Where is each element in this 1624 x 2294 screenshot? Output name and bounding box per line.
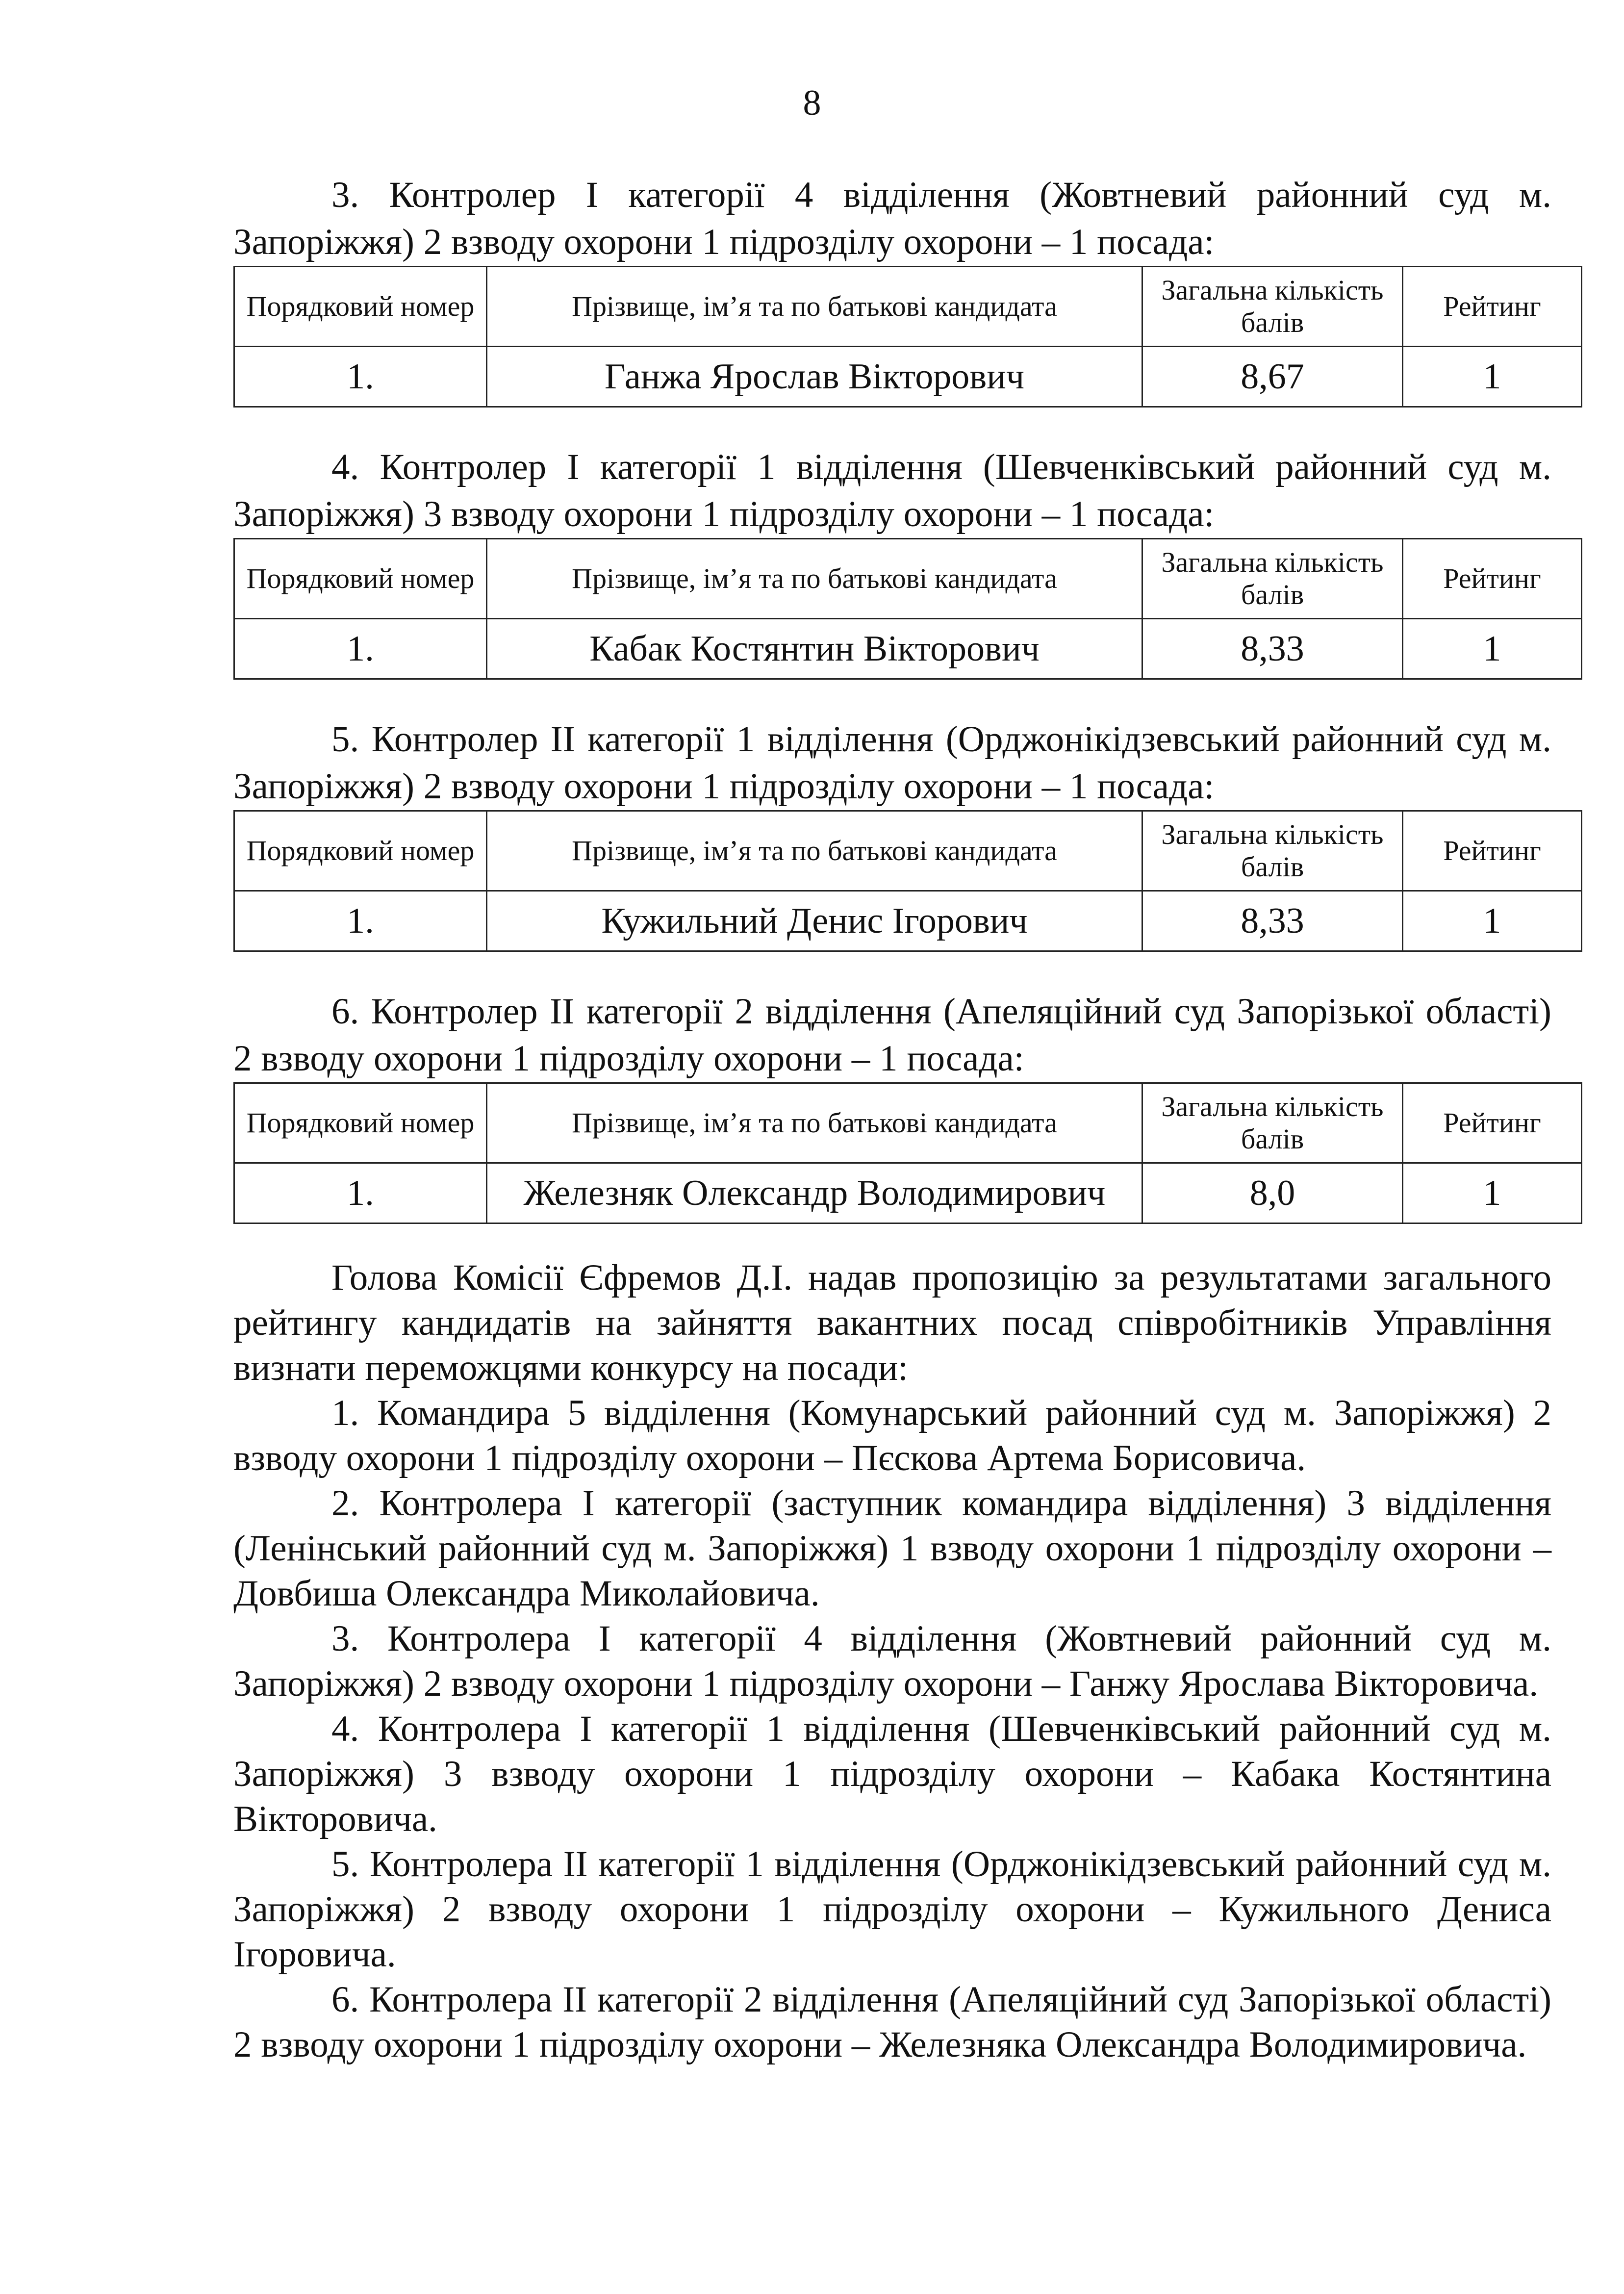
cell-name: Железняк Олександр Володимирович [487, 1163, 1142, 1223]
header-name: Прізвище, ім’я та по батькові кандидата [487, 267, 1142, 347]
section-3 [233, 172, 1551, 408]
header-score: Загальна кількість балів [1142, 1083, 1403, 1163]
section-heading: 6. Контролер ІІ категорії 2 відділення (Апеляційний суд Запорізької області) 2 взводу охорони 1 підрозділу охорони – 1 посада: [233, 991, 1551, 1079]
conclusion-intro: Голова Комісії Єфремов Д.І. надав пропозицію за результатами загального рейтингу кандидатів на зайняття вакантних посад співробітників Управління визнати переможцями конкурсу на посади: [233, 1257, 1551, 1388]
cell-score: 8,33 [1142, 619, 1403, 679]
conclusion-item: 5. Контролера ІІ категорії 1 відділення (Орджонікідзевський районний суд м. Запоріжжя) 2 взводу охорони 1 підрозділу охорони – Кужильного Дениса Ігоровича. [233, 1844, 1551, 1975]
section-4 [233, 444, 1551, 680]
header-number: Порядковий номер [234, 267, 487, 347]
table-header-row [234, 1083, 1582, 1163]
header-rating: Рейтинг [1403, 267, 1582, 347]
cell-name: Кужильний Денис Ігорович [487, 891, 1142, 951]
rating-table [233, 810, 1582, 952]
header-number: Порядковий номер [234, 539, 487, 619]
header-rating: Рейтинг [1403, 1083, 1582, 1163]
cell-rating: 1 [1403, 619, 1582, 679]
cell-number: 1. [234, 891, 487, 951]
table-row [234, 891, 1582, 951]
cell-number: 1. [234, 1163, 487, 1223]
cell-rating: 1 [1403, 891, 1582, 951]
conclusion-item: 2. Контролера І категорії (заступник командира відділення) 3 відділення (Ленінський районний суд м. Запоріжжя) 1 взводу охорони 1 підрозділу охорони – Довбиша Олександра Миколайовича. [233, 1483, 1551, 1614]
cell-name: Кабак Костянтин Вікторович [487, 619, 1142, 679]
rating-table [233, 538, 1582, 680]
table-row [234, 619, 1582, 679]
conclusion-item: 4. Контролера І категорії 1 відділення (Шевченківський районний суд м. Запоріжжя) 3 взводу охорони 1 підрозділу охорони – Кабака Костянтина Вікторовича. [233, 1708, 1551, 1839]
cell-score: 8,33 [1142, 891, 1403, 951]
table-header-row [234, 539, 1582, 619]
header-score: Загальна кількість балів [1142, 539, 1403, 619]
header-number: Порядковий номер [234, 811, 487, 891]
table-row [234, 1163, 1582, 1223]
section-heading: 4. Контролер І категорії 1 відділення (Шевченківський районний суд м. Запоріжжя) 3 взводу охорони 1 підрозділу охорони – 1 посада: [233, 447, 1551, 535]
header-name: Прізвище, ім’я та по батькові кандидата [487, 539, 1142, 619]
cell-number: 1. [234, 347, 487, 407]
page-number: 8 [803, 83, 821, 123]
header-number: Порядковий номер [234, 1083, 487, 1163]
table-row [234, 347, 1582, 407]
header-rating: Рейтинг [1403, 539, 1582, 619]
rating-table [233, 266, 1582, 408]
cell-rating: 1 [1403, 1163, 1582, 1223]
section-6 [233, 988, 1551, 1224]
cell-number: 1. [234, 619, 487, 679]
conclusion-item: 1. Командира 5 відділення (Комунарський районний суд м. Запоріжжя) 2 взводу охорони 1 підрозділу охорони – Пєскова Артема Борисовича. [233, 1393, 1551, 1478]
header-name: Прізвище, ім’я та по батькові кандидата [487, 811, 1142, 891]
cell-score: 8,67 [1142, 347, 1403, 407]
header-rating: Рейтинг [1403, 811, 1582, 891]
conclusion-item: 6. Контролера ІІ категорії 2 відділення (Апеляційний суд Запорізької області) 2 взводу охорони 1 підрозділу охорони – Железняка Олександра Володимировича. [233, 1979, 1551, 2065]
section-heading: 3. Контролер І категорії 4 відділення (Жовтневий районний суд м. Запоріжжя) 2 взводу охорони 1 підрозділу охорони – 1 посада: [233, 175, 1551, 262]
header-score: Загальна кількість балів [1142, 267, 1403, 347]
rating-table [233, 1082, 1582, 1224]
cell-rating: 1 [1403, 347, 1582, 407]
header-name: Прізвище, ім’я та по батькові кандидата [487, 1083, 1142, 1163]
table-header-row [234, 811, 1582, 891]
section-heading: 5. Контролер ІІ категорії 1 відділення (Орджонікідзевський районний суд м. Запоріжжя) 2 взводу охорони 1 підрозділу охорони – 1 посада: [233, 719, 1551, 807]
cell-score: 8,0 [1142, 1163, 1403, 1223]
cell-name: Ганжа Ярослав Вікторович [487, 347, 1142, 407]
section-5 [233, 716, 1551, 952]
conclusion-item: 3. Контролера І категорії 4 відділення (Жовтневий районний суд м. Запоріжжя) 2 взводу охорони 1 підрозділу охорони – Ганжу Ярослава Вікторовича. [233, 1618, 1551, 1704]
header-score: Загальна кількість балів [1142, 811, 1403, 891]
conclusion [233, 1255, 1551, 2067]
table-header-row [234, 267, 1582, 347]
